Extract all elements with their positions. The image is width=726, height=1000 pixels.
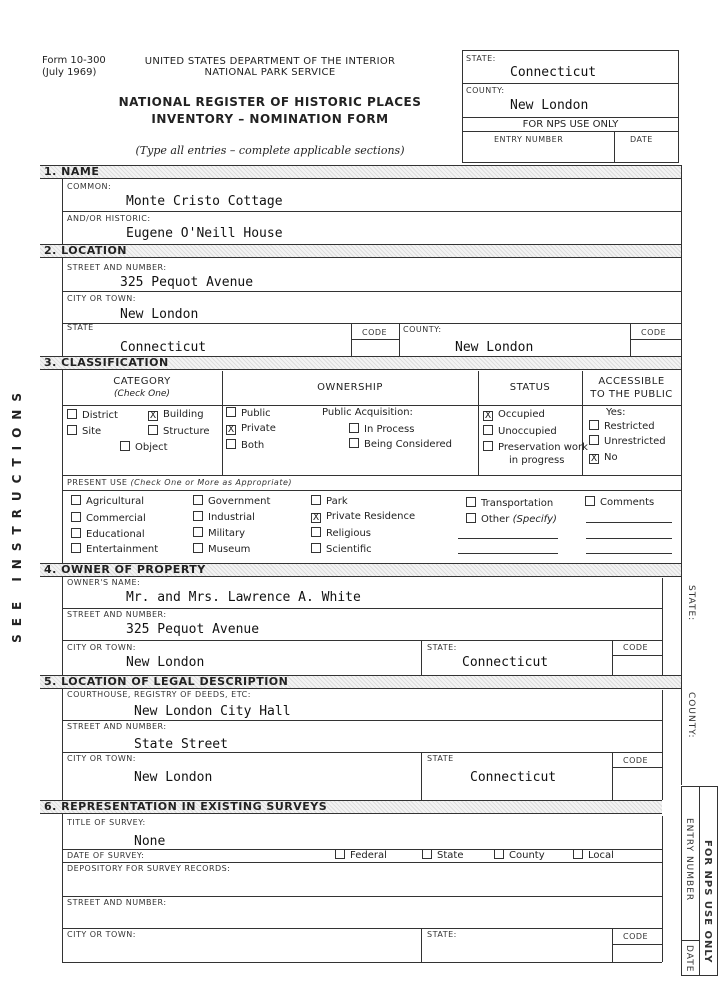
city-label: CITY OR TOWN:: [67, 294, 136, 303]
private-residence-checkbox[interactable]: X: [312, 512, 320, 523]
owner-name-label: OWNER'S NAME:: [67, 578, 141, 587]
street-label: STREET AND NUMBER:: [67, 263, 167, 272]
status-preservation[interactable]: Preservation work: [483, 441, 588, 453]
use-comments[interactable]: Comments: [585, 496, 654, 508]
county-value[interactable]: New London: [455, 340, 534, 355]
common-name[interactable]: Monte Cristo Cottage: [126, 194, 283, 209]
historic-label: AND/OR HISTORIC:: [67, 214, 151, 223]
survey-title[interactable]: None: [134, 834, 166, 849]
form-number: Form 10-300: [42, 55, 106, 66]
access-header-1: ACCESSIBLE: [598, 376, 665, 387]
ownership-public[interactable]: Public: [226, 407, 271, 419]
legal-state-label: STATE: [427, 754, 454, 763]
legal-city[interactable]: New London: [134, 770, 213, 785]
owner-state-label: STATE:: [427, 643, 457, 652]
structure-checkbox[interactable]: [148, 425, 158, 435]
side-entry-number: ENTRY NUMBER: [684, 818, 694, 902]
owner-street-label: STREET AND NUMBER:: [67, 610, 167, 619]
unrestricted-checkbox[interactable]: [589, 435, 599, 445]
legal-street-label: STREET AND NUMBER:: [67, 722, 167, 731]
ownership-private[interactable]: X Private: [227, 423, 276, 435]
owner-name[interactable]: Mr. and Mrs. Lawrence A. White: [126, 590, 361, 605]
category-object[interactable]: Object: [120, 441, 168, 453]
restricted-checkbox[interactable]: [589, 420, 599, 430]
side-date: DATE: [684, 945, 694, 973]
being-considered-checkbox[interactable]: [349, 438, 359, 448]
top-entry-label: ENTRY NUMBER: [494, 135, 564, 144]
form-date: (July 1969): [42, 67, 97, 78]
owner-code-label: CODE: [623, 643, 649, 652]
both-checkbox[interactable]: [226, 439, 236, 449]
status-unoccupied[interactable]: Unoccupied: [483, 425, 557, 437]
use-park[interactable]: Park: [311, 495, 348, 507]
top-state-label: STATE:: [466, 54, 496, 63]
use-educational[interactable]: Educational: [71, 528, 145, 540]
use-government[interactable]: Government: [193, 495, 270, 507]
private-checkbox[interactable]: X: [227, 424, 235, 435]
legal-street[interactable]: State Street: [134, 737, 228, 752]
survey-federal[interactable]: Federal: [335, 849, 387, 861]
owner-city-label: CITY OR TOWN:: [67, 643, 136, 652]
present-use-label: PRESENT USE (Check One or More as Appropriate): [67, 478, 293, 487]
depository-street-label: STREET AND NUMBER:: [67, 898, 167, 907]
top-state-value[interactable]: Connecticut: [510, 65, 597, 80]
use-scientific[interactable]: Scientific: [311, 543, 372, 555]
category-subheader: (Check One): [114, 389, 170, 399]
top-county-value[interactable]: New London: [510, 98, 589, 113]
owner-city[interactable]: New London: [126, 655, 205, 670]
instructions: (Type all entries – complete applicable sections): [135, 144, 405, 157]
section-2-heading: 2. LOCATION: [40, 244, 681, 258]
section-6-heading: 6. REPRESENTATION IN EXISTING SURVEYS: [40, 800, 662, 814]
common-label: COMMON:: [67, 182, 112, 191]
access-restricted[interactable]: Restricted: [589, 420, 655, 432]
state-value[interactable]: Connecticut: [120, 340, 207, 355]
acquisition-being-considered[interactable]: Being Considered: [349, 438, 452, 450]
access-yes-label: Yes:: [606, 407, 626, 418]
service: NATIONAL PARK SERVICE: [204, 67, 336, 78]
section-1-heading: 1. NAME: [40, 165, 681, 179]
access-no[interactable]: X No: [590, 452, 618, 464]
code-label: CODE: [362, 328, 388, 337]
use-commercial[interactable]: Commercial: [71, 512, 146, 524]
use-industrial[interactable]: Industrial: [193, 511, 255, 523]
county-label: COUNTY:: [403, 325, 442, 334]
use-religious[interactable]: Religious: [311, 527, 371, 539]
ownership-header: OWNERSHIP: [317, 382, 383, 393]
category-site[interactable]: Site: [67, 425, 101, 437]
courthouse-label: COURTHOUSE, REGISTRY OF DEEDS, ETC:: [67, 690, 251, 699]
use-other[interactable]: Other (Specify): [466, 513, 557, 525]
owner-state[interactable]: Connecticut: [462, 655, 549, 670]
access-header-2: TO THE PUBLIC: [590, 389, 673, 400]
use-military[interactable]: Military: [193, 527, 245, 539]
category-district[interactable]: District: [67, 409, 118, 421]
in-process-checkbox[interactable]: [349, 423, 359, 433]
status-preservation-line2: in progress: [509, 455, 565, 466]
survey-county[interactable]: County: [494, 849, 545, 861]
public-acquisition-label: Public Acquisition:: [322, 407, 413, 418]
form-title-2: INVENTORY – NOMINATION FORM: [151, 112, 389, 126]
survey-state[interactable]: State: [422, 849, 463, 861]
public-checkbox[interactable]: [226, 407, 236, 417]
section-3-heading: 3. CLASSIFICATION: [40, 356, 681, 370]
status-occupied[interactable]: X Occupied: [484, 409, 545, 421]
use-private-residence[interactable]: X Private Residence: [312, 511, 416, 523]
occupied-checkbox[interactable]: X: [484, 410, 492, 421]
historic-name[interactable]: Eugene O'Neill House: [126, 226, 283, 241]
code2-label: CODE: [641, 328, 667, 337]
no-checkbox[interactable]: X: [590, 453, 598, 464]
depository-state-label: STATE:: [427, 930, 457, 939]
survey-title-label: TITLE OF SURVEY:: [67, 818, 146, 827]
depository-label: DEPOSITORY FOR SURVEY RECORDS:: [67, 864, 231, 873]
legal-code-label: CODE: [623, 756, 649, 765]
form-title-1: NATIONAL REGISTER OF HISTORIC PLACES: [118, 95, 422, 109]
status-header: STATUS: [509, 382, 551, 393]
survey-local[interactable]: Local: [573, 849, 614, 861]
access-unrestricted[interactable]: Unrestricted: [589, 435, 666, 447]
legal-state[interactable]: Connecticut: [470, 770, 557, 785]
top-date-label: DATE: [630, 135, 653, 144]
category-building[interactable]: X Building: [149, 409, 204, 421]
survey-date-label: DATE OF SURVEY:: [67, 851, 145, 860]
top-nps-label: FOR NPS USE ONLY: [522, 119, 619, 130]
acquisition-in-process[interactable]: In Process: [349, 423, 414, 435]
section-5-heading: 5. LOCATION OF LEGAL DESCRIPTION: [40, 675, 681, 689]
side-nps-use-only: FOR NPS USE ONLY: [702, 840, 713, 964]
preservation-checkbox[interactable]: [483, 441, 493, 451]
depository-code-label: CODE: [623, 932, 649, 941]
use-transportation[interactable]: Transportation: [466, 497, 553, 509]
category-structure[interactable]: Structure: [148, 425, 210, 437]
city-value[interactable]: New London: [120, 307, 199, 322]
courthouse-value[interactable]: New London City Hall: [134, 704, 291, 719]
owner-street[interactable]: 325 Pequot Avenue: [126, 622, 260, 637]
building-checkbox[interactable]: X: [149, 410, 157, 421]
side-county-label: COUNTY:: [686, 692, 696, 739]
see-instructions: [10, 385, 24, 655]
street-value[interactable]: 325 Pequot Avenue: [120, 275, 254, 290]
use-entertainment[interactable]: Entertainment: [71, 543, 158, 555]
section-4-heading: 4. OWNER OF PROPERTY: [40, 563, 681, 577]
side-state-label: STATE:: [686, 585, 696, 622]
department: UNITED STATES DEPARTMENT OF THE INTERIOR: [144, 56, 396, 67]
depository-city-label: CITY OR TOWN:: [67, 930, 136, 939]
unoccupied-checkbox[interactable]: [483, 425, 493, 435]
use-agricultural[interactable]: Agricultural: [71, 495, 144, 507]
object-checkbox[interactable]: [120, 441, 130, 451]
district-checkbox[interactable]: [67, 409, 77, 419]
top-county-label: COUNTY:: [466, 86, 505, 95]
ownership-both[interactable]: Both: [226, 439, 264, 451]
category-header: CATEGORY: [113, 376, 171, 387]
use-museum[interactable]: Museum: [193, 543, 250, 555]
site-checkbox[interactable]: [67, 425, 77, 435]
legal-city-label: CITY OR TOWN:: [67, 754, 136, 763]
state-label: STATE: [67, 323, 94, 332]
see-instructions-text: SEE INSTRUCTIONS: [10, 385, 24, 643]
